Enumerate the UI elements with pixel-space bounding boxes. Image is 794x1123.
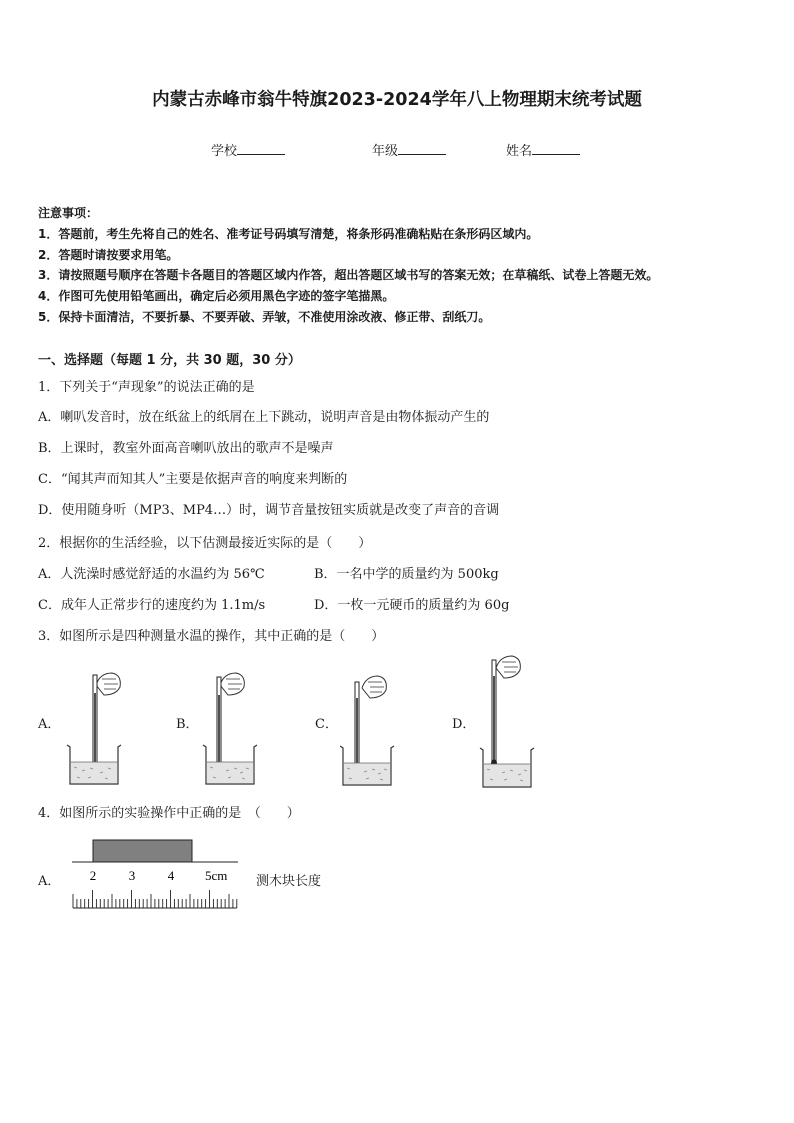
beaker-icon [340, 746, 394, 785]
q2-option-a: A．人洗澡时感觉舒适的水温约为 56℃ [38, 567, 265, 582]
hand-icon [496, 656, 520, 678]
q2-option-b: B．一名中学的质量约为 500kg [314, 567, 499, 582]
hand-icon [96, 673, 120, 695]
school-blank[interactable] [237, 141, 285, 155]
note-item: 4．作图可先使用铅笔画出，确定后必须用黑色字迹的签字笔描黑。 [38, 289, 395, 303]
notes-heading: 注意事项： [38, 206, 99, 220]
q3-label-b: B． [176, 717, 199, 732]
section-heading: 一、选择题（每题 1 分，共 30 题，30 分） [38, 353, 301, 368]
q1-option-b: B．上课时，教室外面高音喇叭放出的歌声不是噪声 [38, 441, 334, 456]
name-label: 姓名 [506, 144, 533, 159]
hand-icon [220, 673, 244, 695]
q3-label-a: A． [38, 717, 61, 732]
name-field [506, 140, 580, 159]
school-field [211, 140, 285, 159]
note-item: 3．请按照题号顺序在答题卡各题目的答题区域内作答，超出答题区域书写的答案无效；在草稿纸、试卷上答题无效。 [38, 268, 659, 282]
q1-option-c: C．“闻其声而知其人”主要是依据声音的响度来判断的 [38, 472, 348, 487]
grade-field [372, 140, 446, 159]
q4-a-caption: 测木块长度 [256, 874, 322, 889]
q4-stem: 4．如图所示的实验操作中正确的是 （ ） [38, 806, 300, 821]
grade-blank[interactable] [398, 141, 446, 155]
ruler-scale [73, 890, 237, 908]
thermometer-figure-a [60, 665, 130, 790]
exam-title: 内蒙古赤峰市翁牛特旗2023-2024学年八上物理期末统考试题 [152, 90, 642, 110]
thermometer-figure-d [472, 652, 544, 792]
ruler-tick-label: 2 [89, 868, 97, 883]
q1-option-d: D．使用随身听（MP3、MP4…）时，调节音量按钮实质就是改变了声音的音调 [38, 503, 500, 518]
note-item: 2．答题时请按要求用笔。 [38, 248, 179, 262]
ruler-tick-label: 4 [167, 868, 175, 883]
q3-stem: 3．如图所示是四种测量水温的操作，其中正确的是（ ） [38, 629, 385, 644]
ruler-tick-label: 3 [128, 868, 136, 883]
ruler-tick-label: 5cm [205, 868, 228, 883]
q1-stem: 1．下列关于“声现象”的说法正确的是 [38, 380, 255, 395]
thermometer-figure-b [200, 665, 270, 790]
note-item: 1．答题前，考生先将自己的姓名、准考证号码填写清楚，将条形码准确粘贴在条形码区域内。 [38, 227, 539, 241]
school-label: 学校 [211, 144, 238, 159]
beaker-icon [203, 745, 257, 784]
wood-block [93, 840, 192, 862]
hand-icon [362, 676, 386, 698]
ruler-figure [68, 836, 244, 912]
thermometer-figure-c [340, 670, 410, 790]
q3-label-d: D． [452, 717, 476, 732]
q1-option-a: A．喇叭发音时，放在纸盆上的纸屑在上下跳动，说明声音是由物体振动产生的 [38, 410, 490, 425]
q2-option-d: D．一枚一元硬币的质量约为 60g [314, 598, 510, 613]
q2-option-c: C．成年人正常步行的速度约为 1.1m/s [38, 598, 266, 613]
beaker-icon [480, 748, 534, 787]
q3-label-c: C． [315, 717, 338, 732]
q4-label-a: A． [38, 874, 61, 889]
q2-stem: 2．根据你的生活经验，以下估测最接近实际的是（ ） [38, 536, 372, 551]
grade-label: 年级 [372, 144, 399, 159]
name-blank[interactable] [532, 141, 580, 155]
note-item: 5．保持卡面清洁，不要折暴、不要弄破、弄皱，不准使用涂改液、修正带、刮纸刀。 [38, 310, 491, 324]
